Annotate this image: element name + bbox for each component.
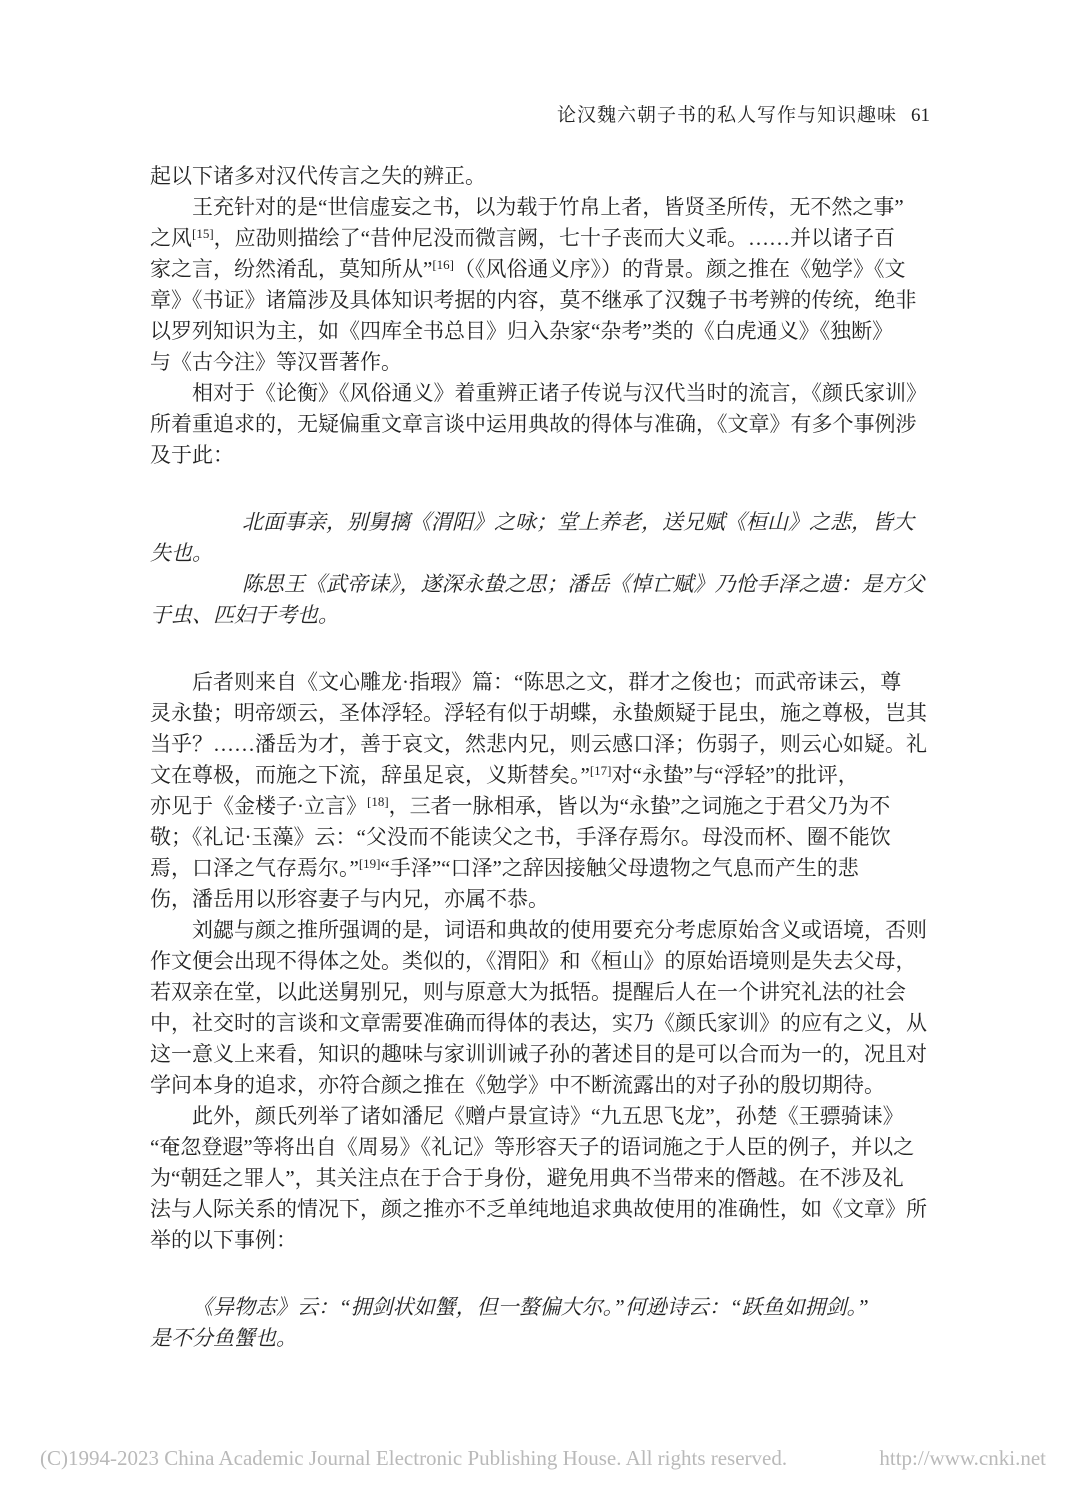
- text-line: 起以下诸多对汉代传言之失的辨正。: [150, 164, 486, 188]
- text-line: 为“朝廷之罪人”，其关注点在于合于身份，避免用典不当带来的僭越。在不涉及礼: [150, 1166, 904, 1190]
- text-line: 后者则来自《文心雕龙·指瑕》篇：“陈思之文，群才之俊也；而武帝诔云，尊: [192, 670, 902, 694]
- body-paragraph: [150, 378, 930, 471]
- footnote-ref: [16]: [432, 257, 454, 272]
- quote-paragraph: [150, 569, 930, 631]
- page-header: [557, 104, 930, 128]
- text-line: 与《古今注》等汉晋著作。: [150, 350, 402, 374]
- cnki-url: http://www.cnki.net: [879, 1446, 1046, 1470]
- text-line: 作文便会出现不得体之处。类似的，《渭阳》和《桓山》的原始语境则是失去父母，: [150, 949, 917, 973]
- page-footer: [40, 1446, 1046, 1471]
- text-line: 法与人际关系的情况下，颜之推亦不乏单纯地追求典故使用的准确性，如《文章》所: [150, 1197, 927, 1221]
- text-line: 学问本身的追求，亦符合颜之推在《勉学》中不断流露出的对子孙的殷切期待。: [150, 1073, 885, 1097]
- text-line: 王充针对的是“世信虚妄之书，以为载于竹帛上者，皆贤圣所传，无不然之事”: [192, 195, 904, 219]
- text-line: 北面事亲，别舅摛《渭阳》之咏；堂上养老，送兄赋《桓山》之悲，皆大: [242, 510, 914, 534]
- body-paragraph: [150, 161, 930, 192]
- text-line: “奄忽登遐”等将出自《周易》《礼记》等形容天子的语词施之于人臣的例子，并以之: [150, 1135, 915, 1159]
- page-number: 61: [911, 105, 930, 126]
- text-line: 章》《书证》诸篇涉及具体知识考据的内容，莫不继承了汉魏子书考辨的传统，绝非: [150, 288, 917, 312]
- quote-paragraph: [150, 1292, 930, 1354]
- paragraph: [150, 667, 930, 915]
- text-line: 文在尊极，而施之下流，辞虽足哀，义斯替矣。”[17]对“永蛰”与“浮轻”的批评，: [150, 763, 859, 787]
- body-paragraph: [150, 667, 930, 915]
- text-line: 灵永蛰；明帝颂云，圣体浮轻。浮轻有似于胡蝶，永蛰颇疑于昆虫，施之尊极，岂其: [150, 701, 927, 725]
- paragraph: [150, 915, 930, 1101]
- body-paragraph: [150, 1101, 930, 1256]
- text-line: 若双亲在堂，以此送舅别兄，则与原意大为抵牾。提醒后人在一个讲究礼法的社会: [150, 980, 906, 1004]
- text-line: 于虫、匹妇于考也。: [150, 603, 339, 627]
- text-line: 焉，口泽之气存焉尔。”[19]“手泽”“口泽”之辞因接触父母遗物之气息而产生的悲: [150, 856, 859, 880]
- copyright-notice: (C)1994-2023 China Academic Journal Electronic Publishing House. All rights reserved.: [40, 1446, 788, 1470]
- text-line: 当乎？……潘岳为才，善于哀文，然悲内兄，则云感口泽；伤弱子，则云心如疑。礼: [150, 732, 927, 756]
- footnote-ref: [17]: [589, 763, 612, 778]
- quote-paragraph: [150, 507, 930, 569]
- block-quote: [150, 507, 930, 631]
- text-line: 刘勰与颜之推所强调的是，词语和典故的使用要充分考虑原始含义或语境，否则: [192, 918, 927, 942]
- text-line: 以罗列知识为主，如《四库全书总目》归入杂家“杂考”类的《白虎通义》《独断》: [150, 319, 894, 343]
- text-line: 举的以下事例：: [150, 1228, 297, 1252]
- text-line: 之风[15]，应劭则描绘了“昔仲尼没而微言阙，七十子丧而大义乖。……并以诸子百: [150, 226, 895, 250]
- text-line: 此外，颜氏列举了诸如潘尼《赠卢景宣诗》“九五思飞龙”，孙楚《王骠骑诔》: [192, 1104, 904, 1128]
- text-line: 所着重追求的，无疑偏重文章言谈中运用典故的得体与准确，《文章》有多个事例涉: [150, 412, 917, 436]
- text-line: 《异物志》云：“拥剑状如蟹，但一螯偏大尔。”何逊诗云：“跃鱼如拥剑。”: [192, 1295, 869, 1319]
- body-paragraph: [150, 915, 930, 1101]
- text-line: 相对于《论衡》《风俗通义》着重辨正诸子传说与汉代当时的流言，《颜氏家训》: [192, 381, 927, 405]
- text-line: 敬；《礼记·玉藻》云：“父没而不能读父之书，手泽存焉尔。母没而杯、圈不能饮: [150, 825, 891, 849]
- text-line: 是不分鱼蟹也。: [150, 1326, 297, 1350]
- text-line: 伤，潘岳用以形容妻子与内兄，亦属不恭。: [150, 887, 549, 911]
- text-line: 失也。: [150, 541, 213, 565]
- text-line: 这一意义上来看，知识的趣味与家训训诫子孙的著述目的是可以合而为一的，况且对: [150, 1042, 927, 1066]
- paragraph: [150, 192, 930, 378]
- paragraph: [150, 1101, 930, 1256]
- block-quote: [150, 1292, 930, 1354]
- footnote-ref: [19]: [358, 856, 381, 871]
- page-body: [150, 161, 930, 1390]
- text-line: 家之言，纷然淆乱，莫知所从”[16]（《风俗通义序》）的背景。颜之推在《勉学》《文: [150, 257, 906, 281]
- paragraph: [150, 378, 930, 471]
- text-line: 陈思王《武帝诔》，遂深永蛰之思；潘岳《悼亡赋》乃怆手泽之遗：是方父: [242, 572, 925, 596]
- footnote-ref: [18]: [367, 794, 389, 809]
- text-line: 及于此：: [150, 443, 234, 467]
- text-line: 中，社交时的言谈和文章需要准确而得体的表达，实乃《颜氏家训》的应有之义，从: [150, 1011, 927, 1035]
- footnote-ref: [15]: [192, 226, 214, 241]
- text-line: 亦见于《金楼子·立言》[18]，三者一脉相承，皆以为“永蛰”之词施之于君父乃为不: [150, 794, 891, 818]
- paragraph: [150, 161, 930, 192]
- body-paragraph: [150, 192, 930, 378]
- running-title: 论汉魏六朝子书的私人写作与知识趣味: [556, 105, 897, 126]
